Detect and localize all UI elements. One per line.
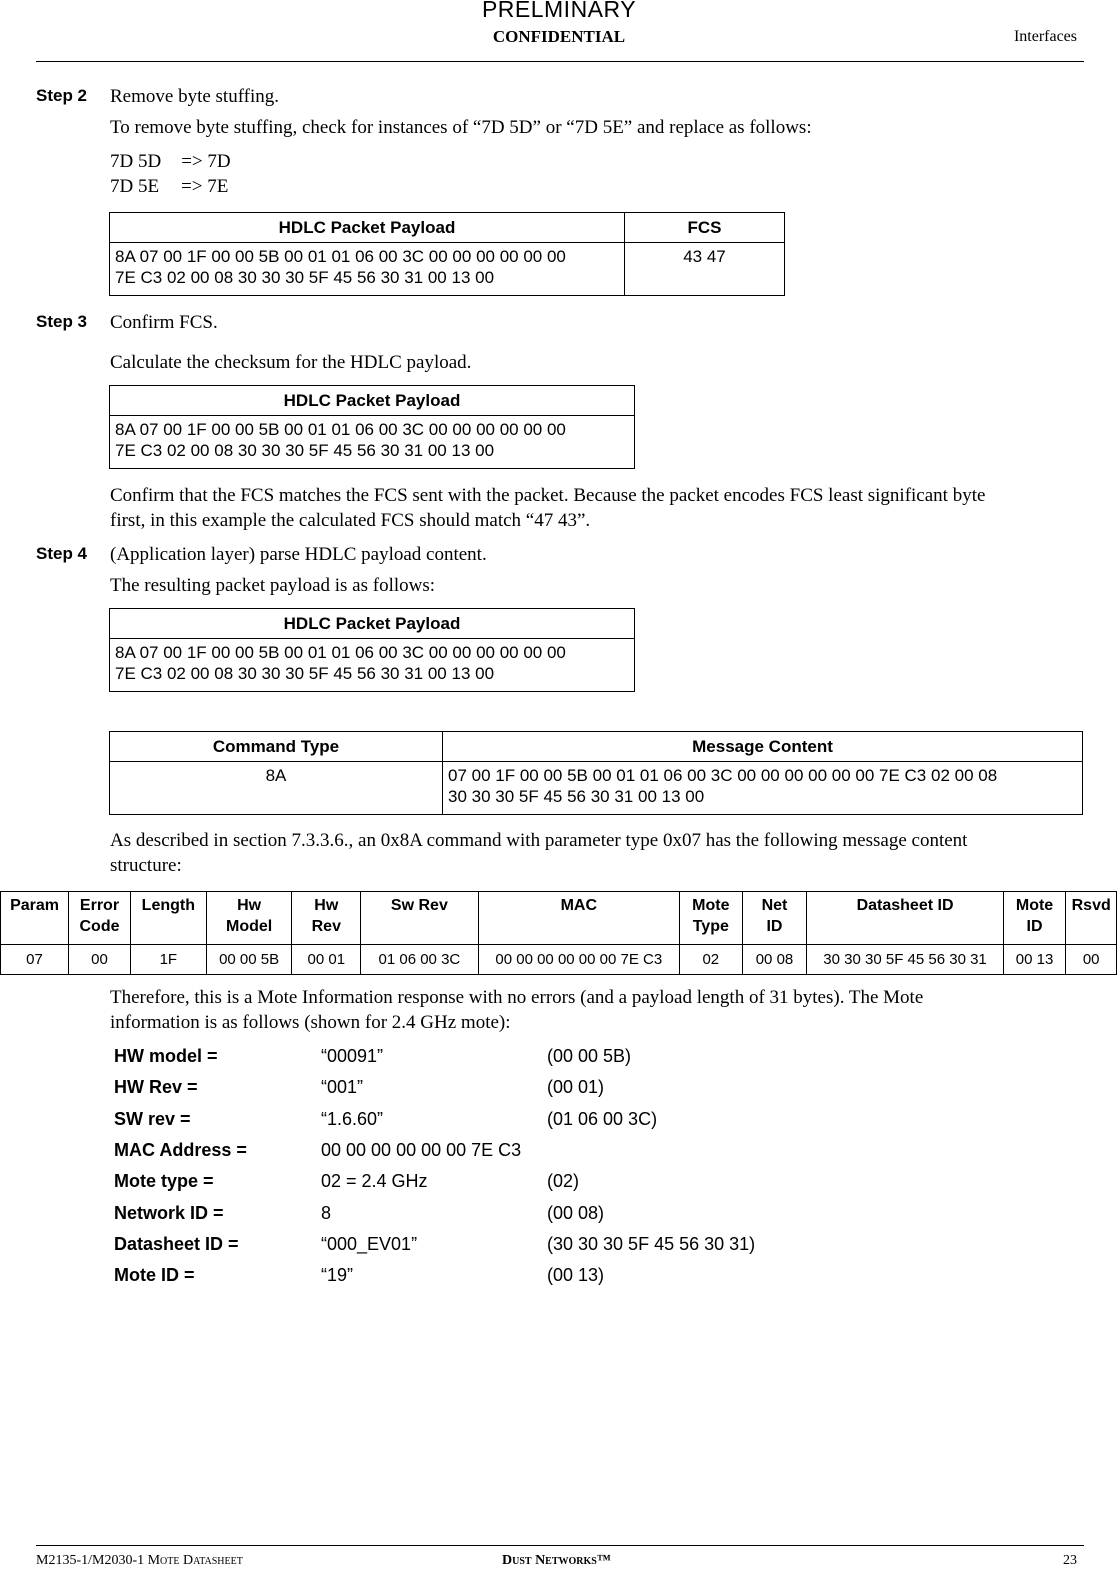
- message-content-cell: [443, 762, 1083, 815]
- page-number: 23: [1063, 1553, 1077, 1568]
- footer-company: Dust Networks™: [502, 1553, 611, 1568]
- content-line: 30 30 30 5F 45 56 30 31 00 13 00: [448, 787, 705, 806]
- mapping-to: => 7D: [181, 151, 231, 172]
- info-hex: (01 06 00 3C): [547, 1108, 658, 1129]
- structure-value: 00 13: [1003, 945, 1066, 975]
- info-value: “1.6.60”: [321, 1108, 384, 1129]
- structure-value: 00: [69, 945, 131, 975]
- header-line: MAC: [560, 897, 598, 914]
- step2-payload-table: [109, 212, 785, 296]
- header-hdlc-payload: HDLC Packet Payload: [110, 213, 625, 243]
- described-line2: structure:: [110, 855, 182, 876]
- payload-cell: [110, 416, 635, 469]
- info-value: 02 = 2.4 GHz: [321, 1171, 428, 1192]
- step4-payload-table: [109, 608, 635, 692]
- section-name: Interfaces: [1013, 28, 1077, 45]
- info-key: Mote type =: [114, 1171, 214, 1192]
- mapping-to: => 7E: [181, 176, 229, 197]
- header-line: ID: [766, 918, 783, 935]
- header-hdlc-payload: HDLC Packet Payload: [110, 386, 635, 416]
- structure-header: [807, 892, 1003, 945]
- step2-title: Remove byte stuffing.: [110, 86, 280, 107]
- header-message-content: Message Content: [443, 732, 1083, 762]
- info-hex: (00 00 5B): [547, 1046, 632, 1066]
- fcs-cell: 43 47: [625, 243, 785, 296]
- info-key: HW Rev =: [114, 1077, 198, 1098]
- header-line: ID: [1026, 918, 1043, 935]
- info-value: “00091”: [321, 1046, 384, 1066]
- step3-intro: Calculate the checksum for the HDLC payload.: [110, 352, 472, 373]
- info-key: Datasheet ID =: [114, 1233, 239, 1254]
- mapping-row-1: [110, 149, 231, 174]
- structure-header: [1066, 892, 1117, 945]
- header-line: Length: [141, 897, 195, 914]
- info-hex: (02): [547, 1171, 580, 1192]
- structure-header: [679, 892, 742, 945]
- structure-header: [742, 892, 807, 945]
- header-line: Error: [79, 897, 120, 914]
- command-type-cell: 8A: [110, 762, 443, 815]
- payload-cell: [110, 243, 625, 296]
- structure-header: [69, 892, 131, 945]
- therefore-line1: Therefore, this is a Mote Information response with no errors (and a payload length of 31 bytes). The Mote: [110, 987, 924, 1008]
- info-key: Mote ID =: [114, 1265, 195, 1286]
- info-hex: (00 13): [547, 1265, 605, 1286]
- step4-label: Step 4: [36, 544, 88, 563]
- step2-label: Step 2: [36, 86, 88, 105]
- header-line: Net: [761, 897, 788, 914]
- info-hex: (30 30 30 5F 45 56 30 31): [547, 1233, 756, 1254]
- confidential-label: CONFIDENTIAL: [492, 27, 626, 46]
- content-line: 07 00 1F 00 00 5B 00 01 01 06 00 3C 00 00 00 00 00 00 7E C3 02 00 08: [448, 766, 998, 785]
- structure-header: [130, 892, 206, 945]
- payload-line: 8A 07 00 1F 00 00 5B 00 01 01 06 00 3C 00 00 00 00 00 00: [115, 643, 566, 662]
- header-line: Hw: [314, 897, 339, 914]
- header-line: Sw Rev: [390, 897, 448, 914]
- header-line: Param: [10, 897, 59, 914]
- mapping-row-2: [110, 174, 228, 199]
- message-structure-table: [0, 891, 1117, 975]
- structure-header: [1003, 892, 1066, 945]
- info-key: SW rev =: [114, 1108, 191, 1129]
- footer-rule: [36, 1545, 1084, 1546]
- structure-header: [361, 892, 478, 945]
- info-hex: (00 01): [547, 1077, 605, 1098]
- preliminary-watermark: PRELMINARY: [481, 0, 637, 22]
- structure-value: 02: [679, 945, 742, 975]
- structure-header: [206, 892, 292, 945]
- header-line: Mote: [692, 897, 730, 914]
- info-key: HW model =: [114, 1046, 218, 1066]
- info-value: 00 00 00 00 00 00 7E C3: [321, 1139, 522, 1160]
- structure-value: 01 06 00 3C: [361, 945, 478, 975]
- header-line: Rsvd: [1071, 897, 1111, 914]
- info-value: “001”: [321, 1077, 364, 1098]
- mapping-from: 7D 5D: [110, 151, 162, 172]
- step3-confirm-line2: first, in this example the calculated FCS should match “47 43”.: [110, 510, 591, 531]
- therefore-line2: information is as follows (shown for 2.4 GHz mote):: [110, 1012, 511, 1033]
- header-hdlc-payload: HDLC Packet Payload: [110, 609, 635, 639]
- payload-line: 8A 07 00 1F 00 00 5B 00 01 01 06 00 3C 00 00 00 00 00 00: [115, 247, 566, 266]
- header-line: Hw: [237, 897, 262, 914]
- step4-title: (Application layer) parse HDLC payload content.: [110, 544, 487, 565]
- info-hex: (00 08): [547, 1202, 605, 1223]
- mapping-from: 7D 5E: [110, 176, 160, 197]
- info-key: MAC Address =: [114, 1139, 247, 1160]
- structure-value: 1F: [130, 945, 206, 975]
- payload-line: 7E C3 02 00 08 30 30 30 5F 45 56 30 31 00 13 00: [115, 664, 495, 683]
- structure-value: 07: [1, 945, 69, 975]
- footer-document: M2135-1/M2030-1 Mote Datasheet: [36, 1553, 243, 1568]
- step3-title: Confirm FCS.: [110, 312, 218, 333]
- info-value: 8: [321, 1202, 332, 1223]
- step4-intro: The resulting packet payload is as follows:: [110, 575, 436, 596]
- header-line: Rev: [311, 918, 341, 935]
- structure-header: [478, 892, 679, 945]
- header-line: Code: [79, 918, 120, 935]
- step3-confirm-line1: Confirm that the FCS matches the FCS sent with the packet. Because the packet encodes FCS least significant byte: [110, 485, 986, 506]
- structure-value: 00: [1066, 945, 1117, 975]
- payload-line: 8A 07 00 1F 00 00 5B 00 01 01 06 00 3C 00 00 00 00 00 00: [115, 420, 566, 439]
- header-line: Model: [225, 918, 273, 935]
- header-rule: [36, 61, 1084, 62]
- structure-header: [292, 892, 361, 945]
- command-table: [109, 731, 1083, 815]
- payload-cell: [110, 639, 635, 692]
- described-line1: As described in section 7.3.3.6., an 0x8A command with parameter type 0x07 has the following message content: [110, 830, 968, 851]
- info-value: “19”: [321, 1265, 354, 1286]
- structure-value: 00 00 00 00 00 00 7E C3: [478, 945, 679, 975]
- header-command-type: Command Type: [110, 732, 443, 762]
- step2-intro: To remove byte stuffing, check for instances of “7D 5D” or “7D 5E” and replace as follows:: [110, 117, 812, 138]
- structure-value: 00 08: [742, 945, 807, 975]
- header-line: Mote: [1015, 897, 1054, 914]
- structure-value: 00 01: [292, 945, 361, 975]
- payload-line: 7E C3 02 00 08 30 30 30 5F 45 56 30 31 00 13 00: [115, 268, 495, 287]
- header-fcs: FCS: [625, 213, 785, 243]
- structure-value: 00 00 5B: [206, 945, 292, 975]
- payload-line: 7E C3 02 00 08 30 30 30 5F 45 56 30 31 00 13 00: [115, 441, 495, 460]
- info-key: Network ID =: [114, 1202, 224, 1223]
- info-value: “000_EV01”: [321, 1233, 418, 1254]
- step3-label: Step 3: [36, 312, 88, 331]
- header-line: Type: [692, 918, 729, 935]
- structure-header: [1, 892, 69, 945]
- structure-value: 30 30 30 5F 45 56 30 31: [807, 945, 1003, 975]
- step3-payload-table: [109, 385, 635, 469]
- header-line: Datasheet ID: [856, 897, 954, 914]
